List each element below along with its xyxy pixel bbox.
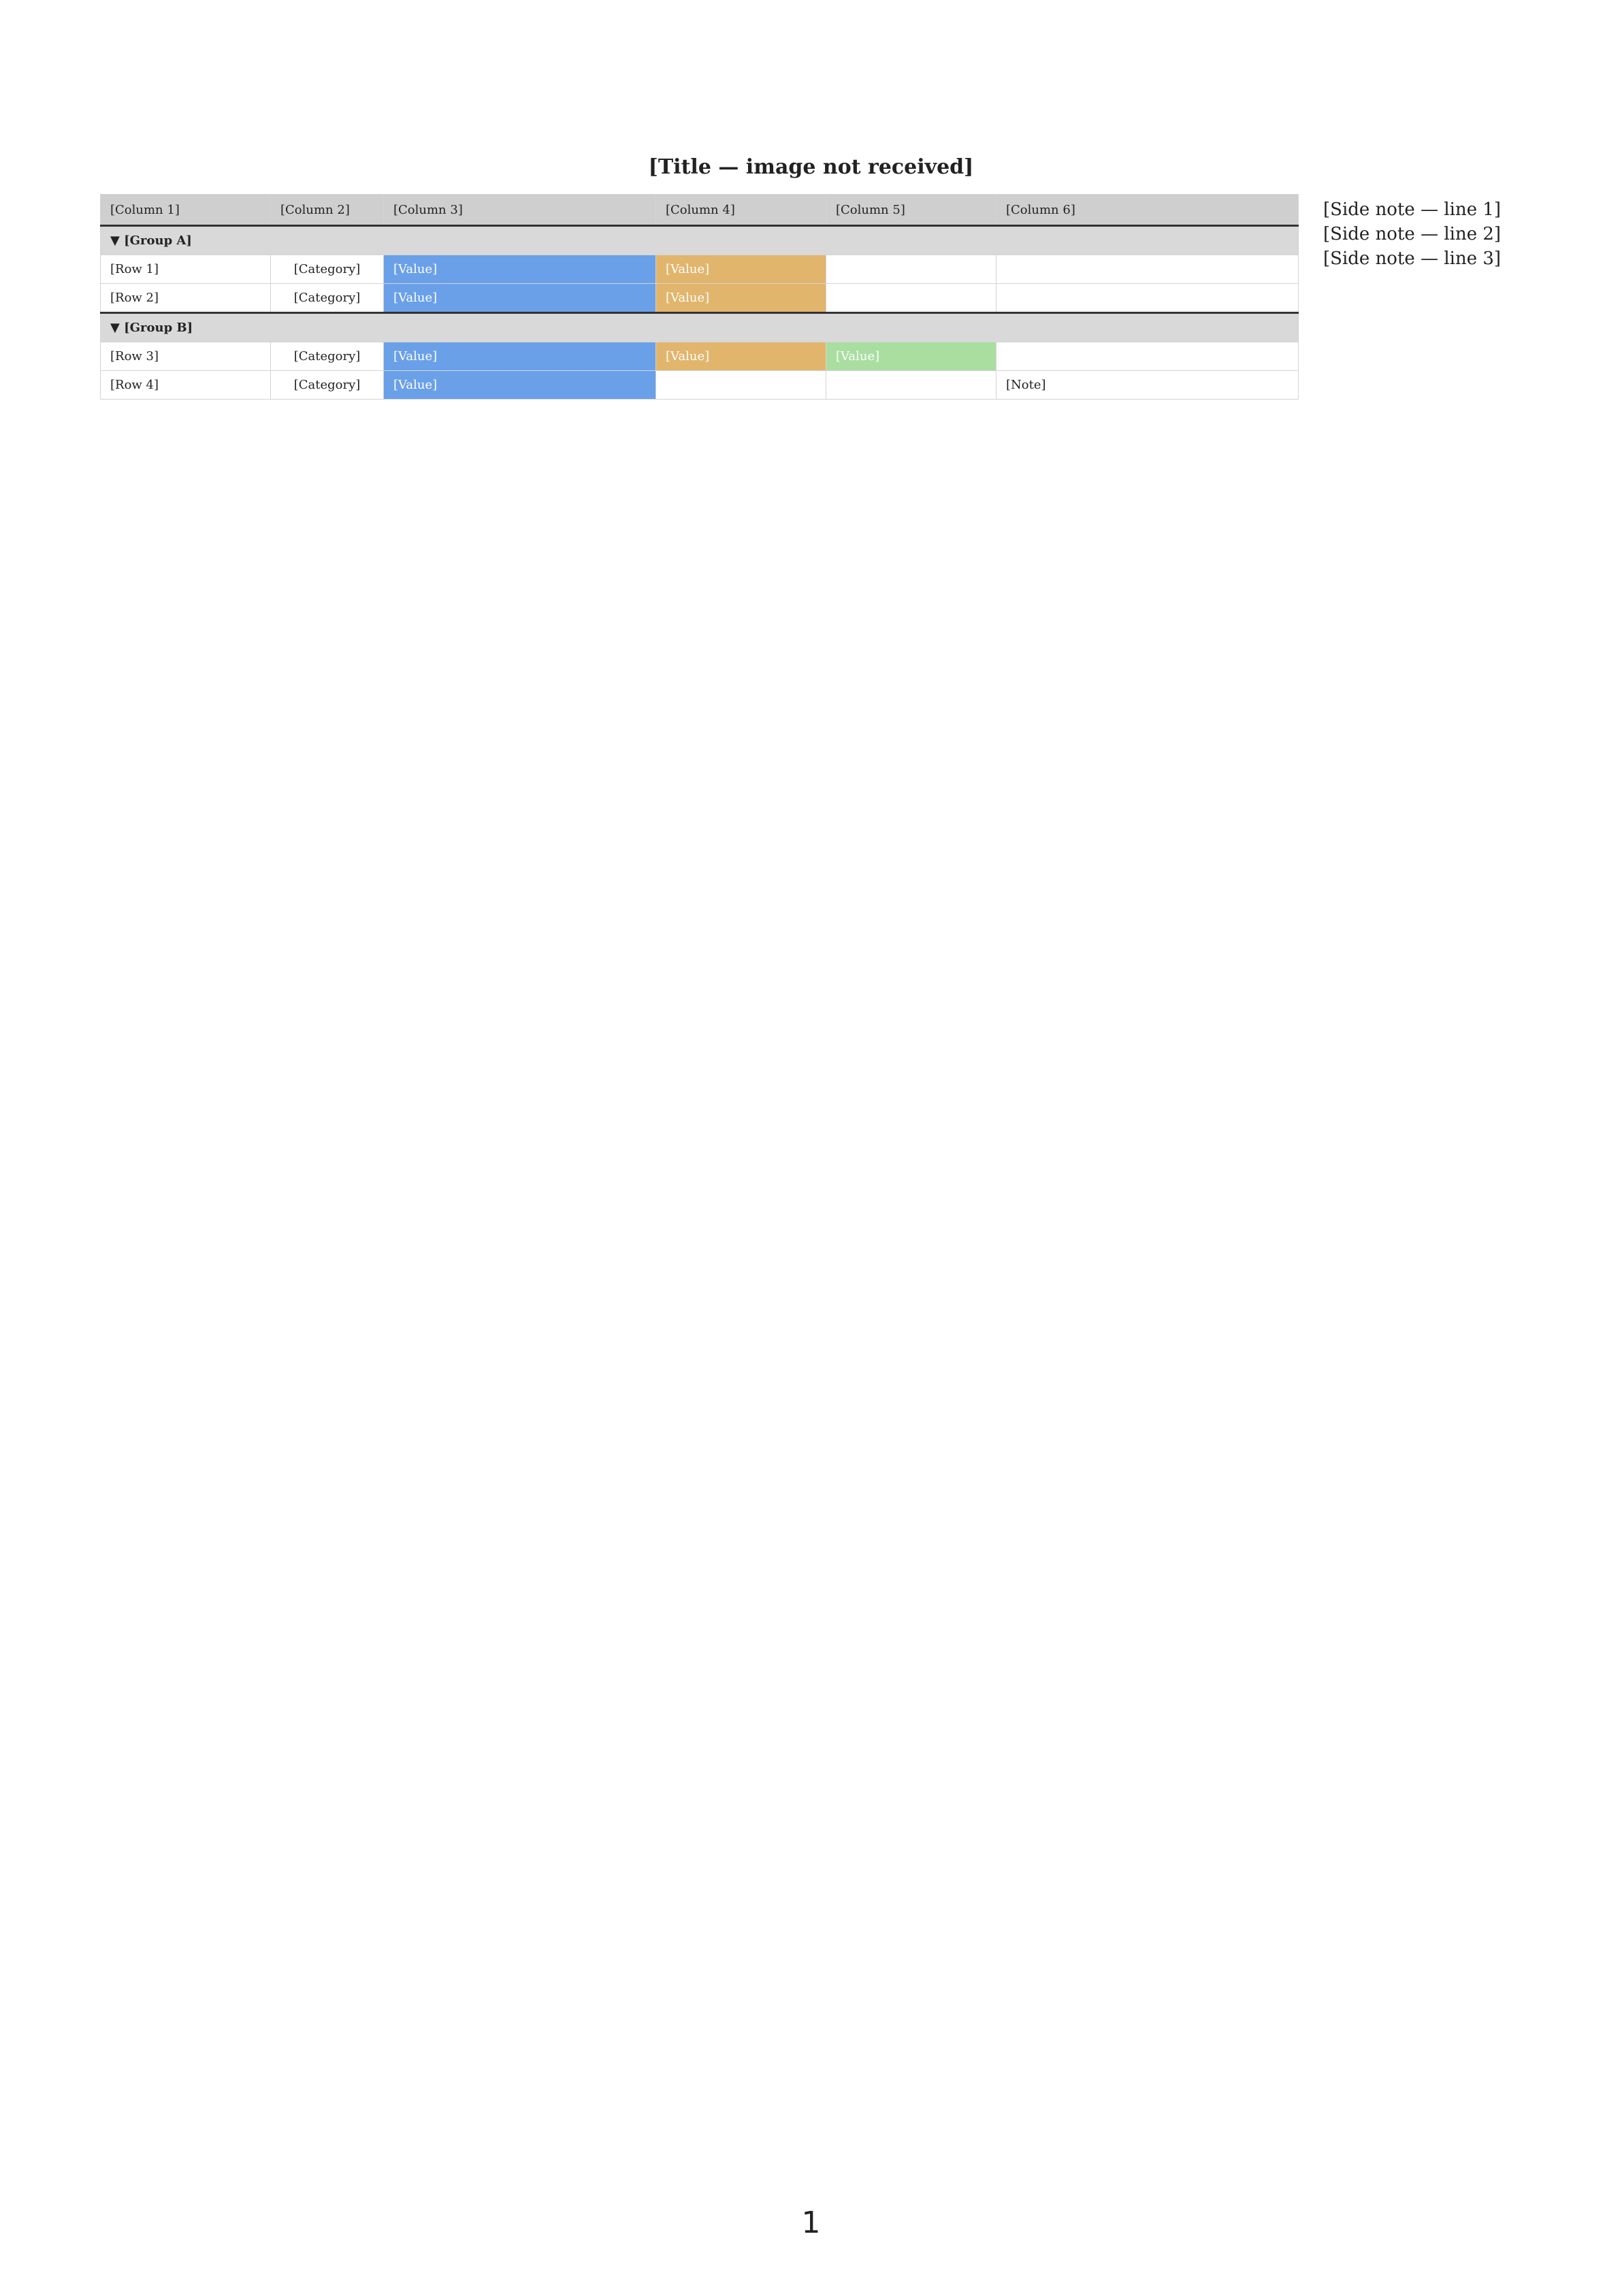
enchant-name: [Row 1] [101, 255, 271, 284]
group-label[interactable]: ▼ [Group A] [101, 226, 1299, 255]
group-row[interactable] [101, 226, 1299, 255]
header-second: [Column 4] [656, 195, 826, 226]
note-cell [996, 284, 1299, 313]
side-note-line: [Side note — line 2] [1323, 224, 1502, 244]
best-offer-cell: [Value] [384, 342, 656, 371]
header-name: [Column 1] [101, 195, 271, 226]
category-cell: [Category] [271, 255, 384, 284]
enchant-name: [Row 4] [101, 371, 271, 400]
header-third: [Column 5] [826, 195, 996, 226]
table-row [101, 371, 1299, 400]
side-note [1323, 197, 1595, 271]
category-cell: [Category] [271, 284, 384, 313]
second-offer-cell [656, 371, 826, 400]
table-row [101, 255, 1299, 284]
enchant-trade-table-wrap [100, 194, 1298, 400]
category-cell: [Category] [271, 342, 384, 371]
enchant-trade-table [100, 194, 1299, 400]
third-offer-cell [826, 371, 996, 400]
note-cell [996, 255, 1299, 284]
group-row[interactable] [101, 313, 1299, 342]
table-row [101, 284, 1299, 313]
second-offer-cell: [Value] [656, 255, 826, 284]
third-offer-cell: [Value] [826, 342, 996, 371]
header-category: [Column 2] [271, 195, 384, 226]
enchant-name: [Row 3] [101, 342, 271, 371]
side-note-line: [Side note — line 1] [1323, 199, 1502, 220]
third-offer-cell [826, 255, 996, 284]
best-offer-cell: [Value] [384, 371, 656, 400]
header-note: [Column 6] [996, 195, 1299, 226]
third-offer-cell [826, 284, 996, 313]
second-offer-cell: [Value] [656, 284, 826, 313]
category-cell: [Category] [271, 371, 384, 400]
enchant-name: [Row 2] [101, 284, 271, 313]
group-label[interactable]: ▼ [Group B] [101, 313, 1299, 342]
table-row [101, 342, 1299, 371]
second-offer-cell: [Value] [656, 342, 826, 371]
page-number: 1 [801, 2205, 821, 2240]
note-cell [996, 342, 1299, 371]
header-best: [Column 3] [384, 195, 656, 226]
page-title: [Title — image not received] [648, 155, 974, 179]
best-offer-cell: [Value] [384, 255, 656, 284]
best-offer-cell: [Value] [384, 284, 656, 313]
header-row [101, 195, 1299, 226]
side-note-line: [Side note — line 3] [1323, 248, 1502, 269]
note-cell: [Note] [996, 371, 1299, 400]
